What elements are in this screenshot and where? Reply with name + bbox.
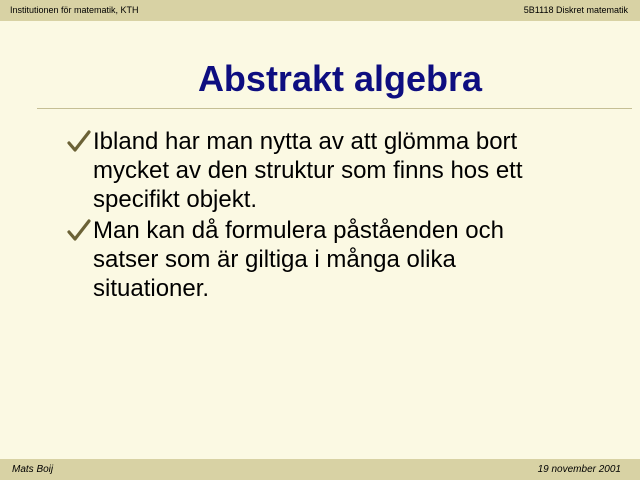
- title-divider: [37, 108, 632, 109]
- bullet-item: [66, 127, 606, 214]
- bullet-line: satser som är giltiga i många olika: [93, 246, 456, 273]
- bullet-line: specifikt objekt.: [93, 186, 258, 213]
- bullet-line: Man kan då formulera påståenden och: [93, 217, 504, 244]
- bullet-line: mycket av den struktur som finns hos ett: [93, 157, 523, 184]
- bullet-list: [66, 127, 606, 305]
- course-label: 5B1118 Diskret matematik: [523, 5, 628, 15]
- bullet-line: Ibland har man nytta av att glömma bort: [93, 128, 518, 155]
- check-icon: [66, 218, 92, 244]
- bullet-item: [66, 216, 606, 303]
- footer-bar: [0, 459, 640, 480]
- check-icon: [66, 129, 92, 155]
- author-label: Mats Boij: [12, 464, 54, 475]
- date-label: 19 november 2001: [537, 464, 621, 475]
- slide-title: Abstrakt algebra: [197, 58, 483, 99]
- institution-label: Institutionen för matematik, KTH: [10, 5, 139, 15]
- bullet-line: situationer.: [93, 275, 210, 302]
- header-bar: [0, 0, 640, 21]
